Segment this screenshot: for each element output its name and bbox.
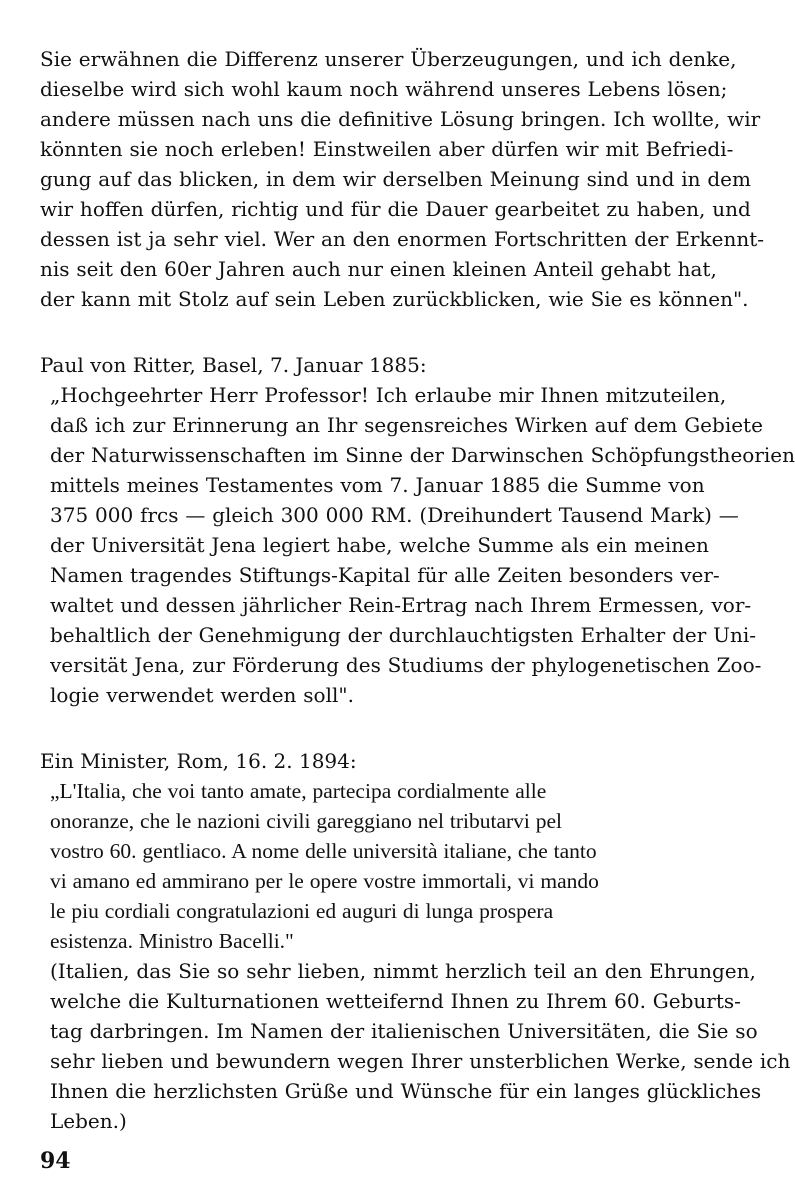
text-line: le piu cordiali congratulazioni ed auguri di lunga prospera — [50, 899, 554, 923]
text-line: gung auf das blicken, in dem wir derselben Meinung sind und in dem — [40, 167, 751, 191]
text-line: dieselbe wird sich wohl kaum noch während unseres Lebens lösen; — [40, 77, 728, 101]
text-line: „Hochgeehrter Herr Professor! Ich erlaube mir Ihnen mitzuteilen, — [50, 383, 727, 407]
text-line: Sie erwähnen die Differenz unserer Überzeugungen, und ich denke, — [40, 47, 737, 71]
paragraph-italian-letter — [40, 776, 716, 956]
text-line: der Naturwissenschaften im Sinne der Darwinschen Schöpfungstheorien — [50, 443, 795, 467]
text-line: wir hoffen dürfen, richtig und für die Dauer gearbeitet zu haben, und — [40, 197, 751, 221]
paragraph-haeckel-letter-end — [40, 44, 764, 314]
text-line: mittels meines Testamentes vom 7. Januar 1885 die Summe von — [50, 473, 705, 497]
text-line: waltet und dessen jährlicher Rein-Ertrag nach Ihrem Ermessen, vor- — [50, 593, 752, 617]
text-line: tag darbringen. Im Namen der italienischen Universitäten, die Sie so — [50, 1019, 758, 1043]
letter-heading-minister: Ein Minister, Rom, 16. 2. 1894: — [40, 749, 357, 773]
text-line: der Universität Jena legiert habe, welche Summe als ein meinen — [50, 533, 709, 557]
text-line: vostro 60. gentliaco. A nome delle università italiane, che tanto — [50, 839, 597, 863]
text-line: nis seit den 60er Jahren auch nur einen kleinen Anteil gehabt hat, — [40, 257, 717, 281]
text-line: onoranze, che le nazioni civili gareggiano nel tributarvi pel — [50, 809, 563, 833]
text-line: Namen tragendes Stiftungs-Kapital für alle Zeiten besonders ver- — [50, 563, 720, 587]
text-line: logie verwendet werden soll". — [50, 683, 354, 707]
text-line: könnten sie noch erleben! Einstweilen aber dürfen wir mit Befriedi- — [40, 137, 734, 161]
text-line: vi amano ed ammirano per le opere vostre immortali, vi mando — [50, 869, 599, 893]
text-line: dessen ist ja sehr viel. Wer an den enormen Fortschritten der Erkennt- — [40, 227, 764, 251]
paragraph-ritter-letter — [40, 380, 795, 710]
text-line: sehr lieben und bewundern wegen Ihrer unsterblichen Werke, sende ich — [50, 1049, 791, 1073]
page-number: 94 — [40, 1148, 71, 1174]
text-line: Leben.) — [50, 1109, 127, 1133]
text-line: versität Jena, zur Förderung des Studiums der phylogenetischen Zoo- — [50, 653, 762, 677]
paragraph-german-translation — [40, 956, 791, 1136]
text-line: der kann mit Stolz auf sein Leben zurückblicken, wie Sie es können". — [40, 287, 749, 311]
text-line: Ihnen die herzlichsten Grüße und Wünsche für ein langes glückliches — [50, 1079, 762, 1103]
text-line: esistenza. Ministro Bacelli." — [50, 929, 294, 953]
text-line: welche die Kulturnationen wetteifernd Ihnen zu Ihrem 60. Geburts- — [50, 989, 741, 1013]
letter-heading-ritter: Paul von Ritter, Basel, 7. Januar 1885: — [40, 353, 427, 377]
document-page — [40, 44, 795, 1136]
text-line: „L'Italia, che voi tanto amate, partecipa cordialmente alle — [50, 779, 547, 803]
text-line: 375 000 frcs — gleich 300 000 RM. (Dreihundert Tausend Mark) — — [50, 503, 739, 527]
text-line: daß ich zur Erinnerung an Ihr segensreiches Wirken auf dem Gebiete — [50, 413, 763, 437]
text-line: andere müssen nach uns die definitive Lösung bringen. Ich wollte, wir — [40, 107, 761, 131]
text-line: (Italien, das Sie so sehr lieben, nimmt herzlich teil an den Ehrungen, — [50, 959, 756, 983]
text-line: behaltlich der Genehmigung der durchlauchtigsten Erhalter der Uni- — [50, 623, 757, 647]
